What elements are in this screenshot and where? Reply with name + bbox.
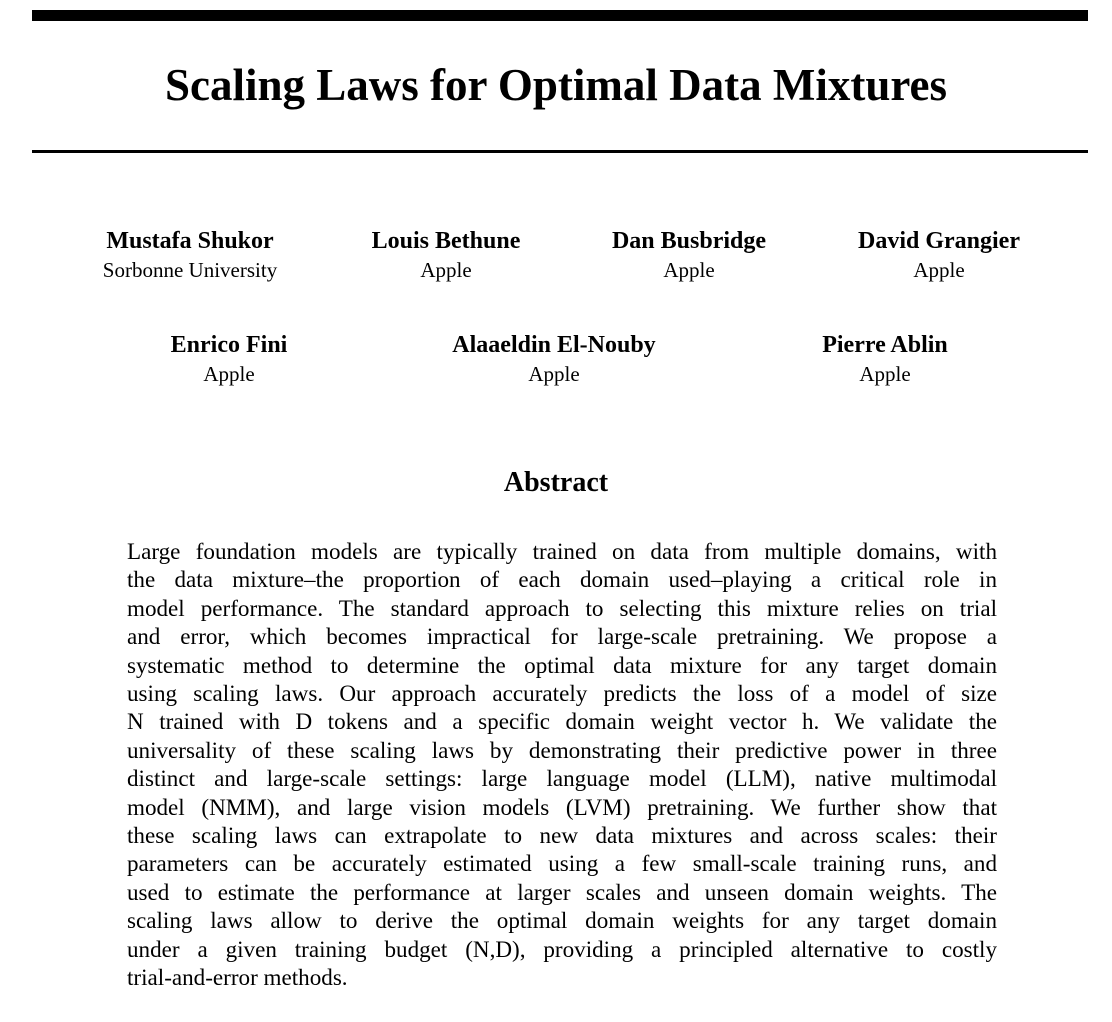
abstract-line: parameters can be accurately estimated using a few small-scale training runs, and <box>127 850 997 877</box>
author-block <box>858 226 1020 284</box>
author-name: Alaaeldin El-Nouby <box>452 332 656 358</box>
abstract-body <box>127 537 997 992</box>
author-block <box>372 226 521 284</box>
author-name: Mustafa Shukor <box>106 228 274 254</box>
paper-title: Scaling Laws for Optimal Data Mixtures <box>164 60 948 110</box>
author-block <box>171 330 288 388</box>
author-name: David Grangier <box>858 228 1020 254</box>
abstract-line: these scaling laws can extrapolate to new data mixtures and across scales: their <box>127 822 997 849</box>
author-affiliation: Apple <box>859 362 911 386</box>
abstract-line: using scaling laws. Our approach accurately predicts the loss of a model of size <box>127 680 997 707</box>
author-name: Louis Bethune <box>371 228 521 254</box>
author-name: Enrico Fini <box>170 332 288 358</box>
abstract-heading: Abstract <box>503 467 609 498</box>
abstract-line: systematic method to determine the optimal data mixture for any target domain <box>127 651 997 678</box>
title-top-rule <box>32 10 1088 21</box>
abstract-line: used to estimate the performance at larger scales and unseen domain weights. The <box>127 878 997 905</box>
author-block <box>452 330 655 388</box>
abstract-line: N trained with D tokens and a specific domain weight vector h. We validate the <box>127 708 997 735</box>
abstract-line: Large foundation models are typically trained on data from multiple domains, with <box>127 538 997 564</box>
author-affiliation: Apple <box>528 362 580 386</box>
author-name: Dan Busbridge <box>611 228 767 254</box>
author-block <box>822 330 948 388</box>
author-affiliation: Apple <box>663 258 715 282</box>
abstract-line: trial-and-error methods. <box>127 964 348 991</box>
abstract-line: model (NMM), and large vision models (LVM) pretraining. We further show that <box>127 793 997 820</box>
author-block <box>103 226 277 284</box>
title-bottom-rule <box>32 150 1088 153</box>
author-affiliation: Apple <box>420 258 472 282</box>
author-block <box>612 226 766 284</box>
abstract-line: distinct and large-scale settings: large language model (LLM), native multimodal <box>127 765 997 792</box>
author-name: Pierre Ablin <box>822 332 948 358</box>
author-affiliation: Apple <box>203 362 255 386</box>
abstract-line: the data mixture–the proportion of each domain used–playing a critical role in <box>127 566 997 593</box>
abstract-line: scaling laws allow to derive the optimal domain weights for any target domain <box>127 907 997 934</box>
author-affiliation: Sorbonne University <box>102 258 278 282</box>
abstract-line: and error, which becomes impractical for large-scale pretraining. We propose a <box>127 623 997 650</box>
abstract-line: universality of these scaling laws by demonstrating their predictive power in three <box>127 736 997 763</box>
abstract-line: under a given training budget (N,D), providing a principled alternative to costly <box>127 935 997 962</box>
author-affiliation: Apple <box>913 258 965 282</box>
abstract-line: model performance. The standard approach to selecting this mixture relies on trial <box>127 594 997 621</box>
